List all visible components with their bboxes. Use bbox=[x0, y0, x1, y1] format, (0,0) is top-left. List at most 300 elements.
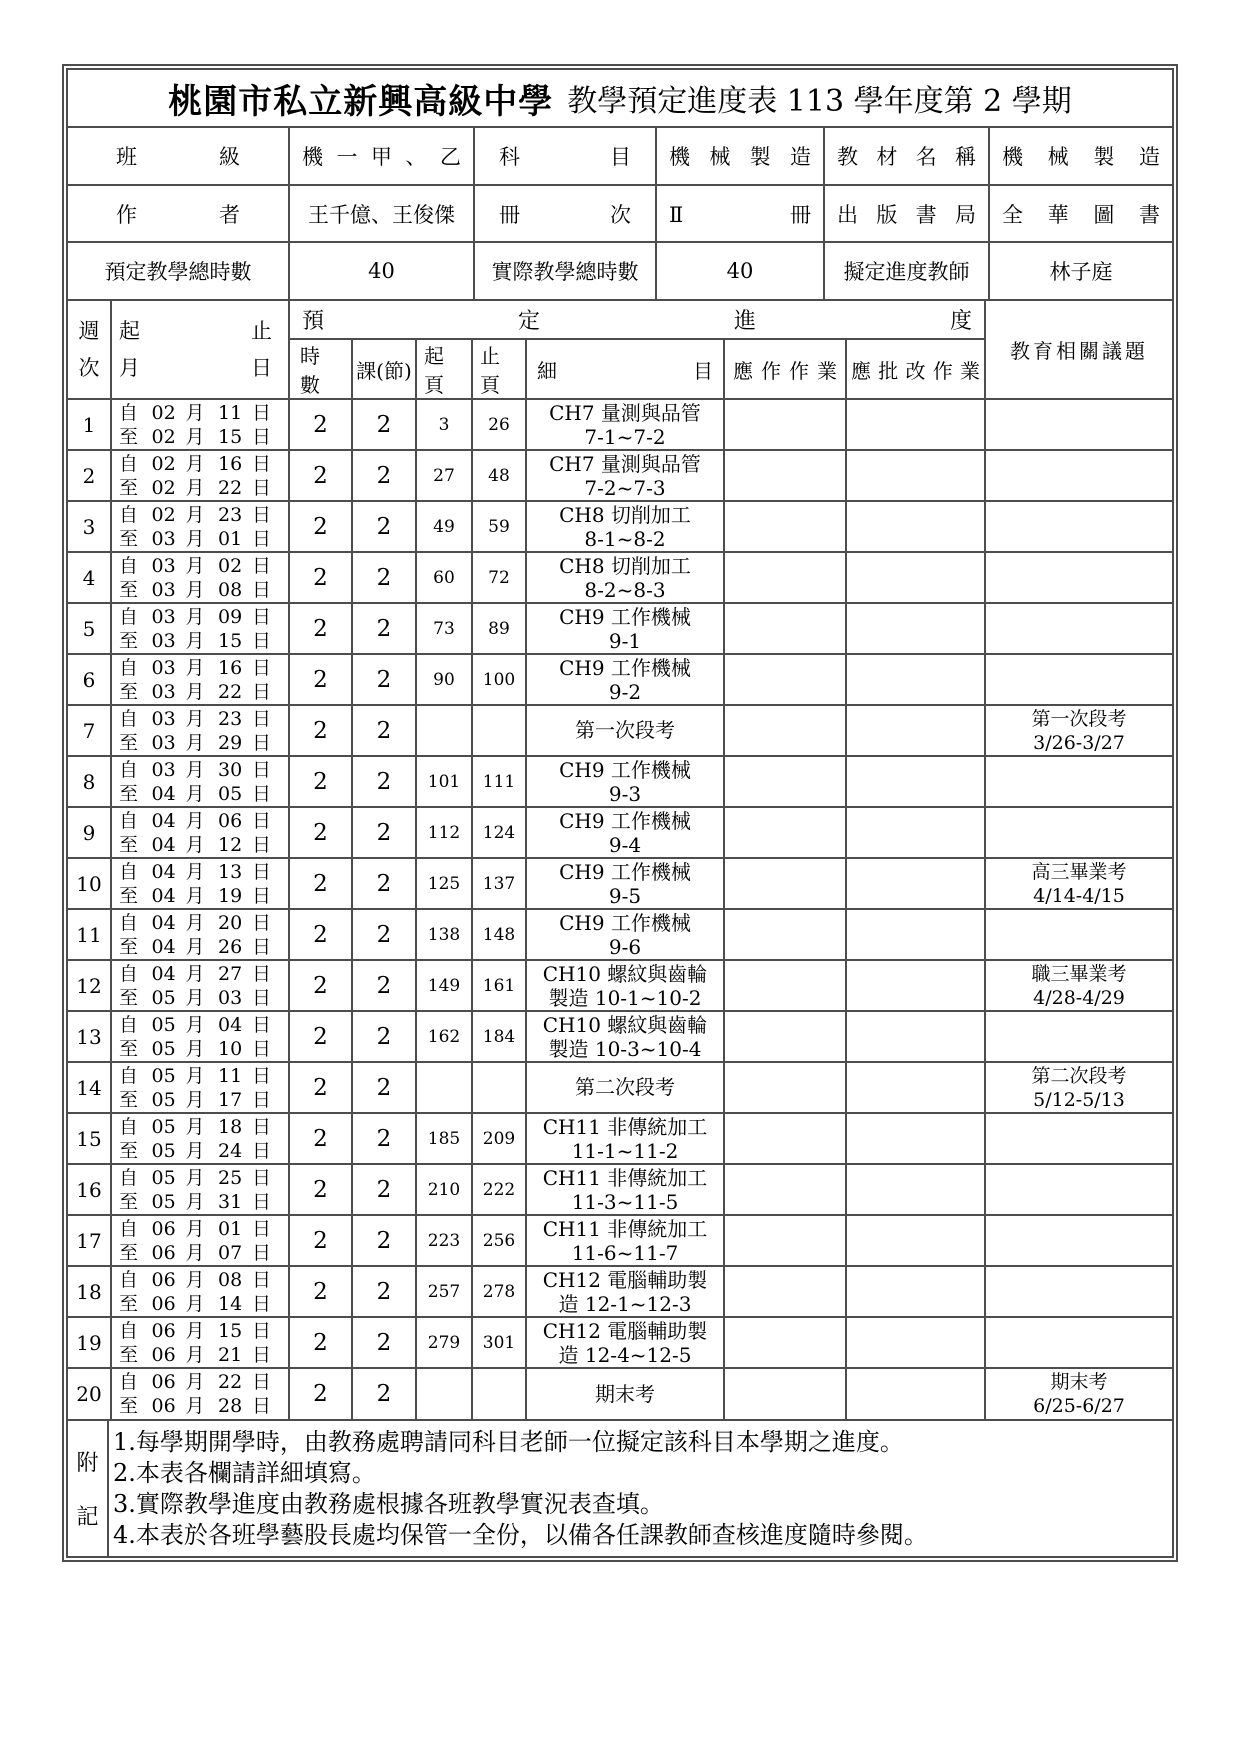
end-page-cell: 26 bbox=[472, 399, 526, 450]
issue-cell bbox=[985, 909, 1172, 960]
schedule-row bbox=[68, 1011, 1172, 1062]
content-line1: CH12 電腦輔助製 bbox=[542, 1318, 708, 1343]
schedule-row bbox=[68, 960, 1172, 1011]
start-page-cell: 112 bbox=[416, 807, 472, 858]
date-to: 至 05 月 31 日 bbox=[119, 1190, 271, 1213]
notes-section bbox=[68, 1421, 1172, 1556]
homework-cell bbox=[724, 756, 846, 807]
content-line1: CH9 工作機械 bbox=[559, 604, 691, 629]
start-page-cell: 60 bbox=[416, 552, 472, 603]
content-header: 細 目 bbox=[526, 339, 724, 399]
issue-cell bbox=[985, 654, 1172, 705]
week-number-cell: 16 bbox=[68, 1164, 111, 1215]
content-line2: 製造 10-1~10-2 bbox=[548, 985, 702, 1010]
content-cell bbox=[526, 1317, 724, 1368]
week-number-cell: 7 bbox=[68, 705, 111, 756]
grading-cell bbox=[846, 1317, 985, 1368]
end-page-cell: 89 bbox=[472, 603, 526, 654]
end-page-cell: 59 bbox=[472, 501, 526, 552]
end-page-cell: 301 bbox=[472, 1317, 526, 1368]
content-cell bbox=[526, 807, 724, 858]
date-range-cell bbox=[111, 1317, 289, 1368]
issue-cell bbox=[985, 1215, 1172, 1266]
schedule-row bbox=[68, 1164, 1172, 1215]
grading-cell bbox=[846, 1062, 985, 1113]
issue-cell bbox=[985, 552, 1172, 603]
date-from: 自 05 月 25 日 bbox=[119, 1166, 271, 1189]
periods-cell: 2 bbox=[352, 399, 416, 450]
date-to: 至 04 月 12 日 bbox=[119, 833, 271, 856]
week-number-cell: 14 bbox=[68, 1062, 111, 1113]
date-from: 自 04 月 20 日 bbox=[119, 911, 271, 934]
homework-cell bbox=[724, 1113, 846, 1164]
hours-cell: 2 bbox=[289, 603, 352, 654]
end-page-cell: 161 bbox=[472, 960, 526, 1011]
week-number-cell: 9 bbox=[68, 807, 111, 858]
date-to: 至 06 月 14 日 bbox=[119, 1292, 271, 1315]
content-line1: CH7 量測與品管 bbox=[549, 400, 701, 425]
periods-cell: 2 bbox=[352, 1164, 416, 1215]
end-page-cell: 256 bbox=[472, 1215, 526, 1266]
note-item: 1.每學期開學時，由教務處聘請同科目老師一位擬定該科目本學期之進度。 bbox=[113, 1428, 904, 1456]
content-cell bbox=[526, 1062, 724, 1113]
schedule-row bbox=[68, 1215, 1172, 1266]
info-table bbox=[68, 128, 1172, 299]
issue-line1: 第一次段考 bbox=[1031, 707, 1127, 730]
periods-cell: 2 bbox=[352, 1215, 416, 1266]
hours-cell: 2 bbox=[289, 501, 352, 552]
date-from: 自 02 月 16 日 bbox=[119, 452, 271, 475]
content-cell bbox=[526, 858, 724, 909]
notes-body bbox=[109, 1421, 1172, 1556]
start-page-cell: 279 bbox=[416, 1317, 472, 1368]
planned-progress-header: 預 定 進 度 bbox=[289, 301, 985, 339]
hours-cell: 2 bbox=[289, 1011, 352, 1062]
content-cell bbox=[526, 1164, 724, 1215]
periods-cell: 2 bbox=[352, 705, 416, 756]
start-page-cell bbox=[416, 1368, 472, 1419]
content-line1: 第一次段考 bbox=[575, 718, 675, 742]
content-line2: 9-5 bbox=[608, 883, 642, 908]
date-to: 至 05 月 10 日 bbox=[119, 1037, 271, 1060]
date-column-header: 起 止 月 日 bbox=[111, 301, 289, 399]
content-cell bbox=[526, 1011, 724, 1062]
end-page-cell: 111 bbox=[472, 756, 526, 807]
education-issues-header: 教育相關議題 bbox=[985, 301, 1172, 399]
week-number-cell: 18 bbox=[68, 1266, 111, 1317]
date-range-cell bbox=[111, 1266, 289, 1317]
start-page-cell: 27 bbox=[416, 450, 472, 501]
date-to: 至 02 月 15 日 bbox=[119, 425, 271, 448]
end-page-cell bbox=[472, 1368, 526, 1419]
content-line2: 11-6~11-7 bbox=[571, 1240, 679, 1265]
homework-header: 應 作 作 業 bbox=[724, 339, 846, 399]
homework-cell bbox=[724, 960, 846, 1011]
issue-cell bbox=[985, 807, 1172, 858]
content-line2: 造 12-4~12-5 bbox=[558, 1342, 692, 1367]
content-line2: 9-3 bbox=[608, 781, 642, 806]
date-from: 自 06 月 01 日 bbox=[119, 1217, 271, 1240]
periods-cell: 2 bbox=[352, 1011, 416, 1062]
issue-cell bbox=[985, 1011, 1172, 1062]
issue-line1: 職三畢業考 bbox=[1031, 962, 1127, 985]
week-number-cell: 19 bbox=[68, 1317, 111, 1368]
week-number-cell: 3 bbox=[68, 501, 111, 552]
schedule-row bbox=[68, 552, 1172, 603]
periods-cell: 2 bbox=[352, 858, 416, 909]
content-line1: 第二次段考 bbox=[575, 1075, 675, 1099]
date-from: 自 04 月 27 日 bbox=[119, 962, 271, 985]
homework-cell bbox=[724, 501, 846, 552]
schedule-row bbox=[68, 705, 1172, 756]
content-cell bbox=[526, 1113, 724, 1164]
date-range-cell bbox=[111, 1215, 289, 1266]
week-number-cell: 1 bbox=[68, 399, 111, 450]
homework-cell bbox=[724, 1164, 846, 1215]
date-to: 至 04 月 26 日 bbox=[119, 935, 271, 958]
actual-hours-label: 實際教學總時數 bbox=[474, 242, 656, 299]
content-line2: 9-6 bbox=[608, 934, 642, 959]
end-page-header: 止 頁 bbox=[472, 339, 526, 399]
issue-line2: 5/12-5/13 bbox=[1033, 1088, 1125, 1111]
content-line1: CH11 非傳統加工 bbox=[542, 1216, 708, 1241]
issue-cell bbox=[985, 1266, 1172, 1317]
date-range-cell bbox=[111, 654, 289, 705]
homework-cell bbox=[724, 399, 846, 450]
material-label: 教 材 名 稱 bbox=[824, 128, 989, 185]
hours-cell: 2 bbox=[289, 450, 352, 501]
schedule-row bbox=[68, 654, 1172, 705]
teacher-value: 林子庭 bbox=[989, 242, 1172, 299]
week-column-header: 週 次 bbox=[68, 301, 111, 399]
date-to: 至 03 月 08 日 bbox=[119, 578, 271, 601]
week-number-cell: 17 bbox=[68, 1215, 111, 1266]
grading-cell bbox=[846, 399, 985, 450]
hours-cell: 2 bbox=[289, 399, 352, 450]
content-cell bbox=[526, 756, 724, 807]
hours-cell: 2 bbox=[289, 756, 352, 807]
start-page-cell bbox=[416, 705, 472, 756]
schedule-row bbox=[68, 1113, 1172, 1164]
schedule-table bbox=[68, 301, 1172, 1419]
grading-header: 應 批 改 作 業 bbox=[846, 339, 985, 399]
content-line1: CH9 工作機械 bbox=[559, 859, 691, 884]
grading-cell bbox=[846, 705, 985, 756]
schedule-row bbox=[68, 1062, 1172, 1113]
periods-cell: 2 bbox=[352, 756, 416, 807]
grading-cell bbox=[846, 1215, 985, 1266]
date-range-cell bbox=[111, 399, 289, 450]
periods-cell: 2 bbox=[352, 960, 416, 1011]
subject-value: 機 械 製 造 bbox=[656, 128, 824, 185]
homework-cell bbox=[724, 1011, 846, 1062]
issue-line1: 期末考 bbox=[1050, 1371, 1108, 1393]
hours-cell: 2 bbox=[289, 1368, 352, 1419]
end-page-cell: 124 bbox=[472, 807, 526, 858]
date-from: 自 04 月 13 日 bbox=[119, 860, 271, 883]
homework-cell bbox=[724, 1368, 846, 1419]
hours-cell: 2 bbox=[289, 960, 352, 1011]
homework-cell bbox=[724, 858, 846, 909]
note-item: 4.本表於各班學藝股長處均保管一全份，以備各任課教師查核進度隨時參閱。 bbox=[113, 1521, 928, 1549]
content-line2: 9-1 bbox=[608, 628, 642, 653]
date-range-cell bbox=[111, 1368, 289, 1419]
start-page-cell: 90 bbox=[416, 654, 472, 705]
homework-cell bbox=[724, 705, 846, 756]
end-page-cell: 137 bbox=[472, 858, 526, 909]
week-number-cell: 15 bbox=[68, 1113, 111, 1164]
week-number-cell: 13 bbox=[68, 1011, 111, 1062]
notes-label: 附 記 bbox=[68, 1421, 109, 1556]
date-from: 自 03 月 30 日 bbox=[119, 758, 271, 781]
periods-cell: 2 bbox=[352, 909, 416, 960]
school-name: 桃園市私立新興高級中學 bbox=[168, 81, 554, 122]
grading-cell bbox=[846, 1113, 985, 1164]
date-range-cell bbox=[111, 450, 289, 501]
publisher-label: 出 版 書 局 bbox=[824, 185, 989, 242]
date-range-cell bbox=[111, 1062, 289, 1113]
start-page-cell: 257 bbox=[416, 1266, 472, 1317]
date-range-cell bbox=[111, 807, 289, 858]
schedule-sheet bbox=[62, 64, 1178, 1562]
content-cell bbox=[526, 501, 724, 552]
grading-cell bbox=[846, 756, 985, 807]
week-number-cell: 2 bbox=[68, 450, 111, 501]
grading-cell bbox=[846, 1266, 985, 1317]
info-row-author bbox=[68, 185, 1172, 242]
hours-header: 時 數 bbox=[289, 339, 352, 399]
subject-label: 科 目 bbox=[474, 128, 656, 185]
end-page-cell: 100 bbox=[472, 654, 526, 705]
start-page-cell bbox=[416, 1062, 472, 1113]
content-line1: 期末考 bbox=[595, 1381, 655, 1406]
hours-cell: 2 bbox=[289, 1317, 352, 1368]
issue-line1: 高三畢業考 bbox=[1031, 860, 1127, 883]
date-to: 至 03 月 15 日 bbox=[119, 629, 271, 652]
content-line2: 製造 10-3~10-4 bbox=[548, 1036, 702, 1061]
schedule-row bbox=[68, 1317, 1172, 1368]
date-to: 至 03 月 01 日 bbox=[119, 527, 271, 550]
publisher-value: 全 華 圖 書 bbox=[989, 185, 1172, 242]
end-page-cell: 148 bbox=[472, 909, 526, 960]
content-line1: CH10 螺紋與齒輪 bbox=[542, 961, 708, 986]
content-line1: CH11 非傳統加工 bbox=[542, 1114, 708, 1139]
date-range-cell bbox=[111, 909, 289, 960]
content-line2: 9-4 bbox=[608, 832, 642, 857]
date-range-cell bbox=[111, 1011, 289, 1062]
grading-cell bbox=[846, 858, 985, 909]
grading-cell bbox=[846, 1164, 985, 1215]
grading-cell bbox=[846, 603, 985, 654]
schedule-row bbox=[68, 756, 1172, 807]
content-cell bbox=[526, 705, 724, 756]
end-page-cell: 278 bbox=[472, 1266, 526, 1317]
date-to: 至 04 月 19 日 bbox=[119, 884, 271, 907]
schedule-row bbox=[68, 1368, 1172, 1419]
date-to: 至 06 月 07 日 bbox=[119, 1241, 271, 1264]
issue-cell bbox=[985, 1062, 1172, 1113]
issue-line2: 4/14-4/15 bbox=[1033, 884, 1125, 907]
week-number-cell: 20 bbox=[68, 1368, 111, 1419]
issue-cell bbox=[985, 399, 1172, 450]
date-range-cell bbox=[111, 1113, 289, 1164]
date-range-cell bbox=[111, 552, 289, 603]
date-range-cell bbox=[111, 858, 289, 909]
week-number-cell: 10 bbox=[68, 858, 111, 909]
content-cell bbox=[526, 960, 724, 1011]
content-line1: CH12 電腦輔助製 bbox=[542, 1267, 708, 1292]
start-page-header: 起 頁 bbox=[416, 339, 472, 399]
class-label: 班 級 bbox=[68, 128, 289, 185]
note-item: 2.本表各欄請詳細填寫。 bbox=[113, 1459, 376, 1487]
end-page-cell: 209 bbox=[472, 1113, 526, 1164]
homework-cell bbox=[724, 1062, 846, 1113]
content-cell bbox=[526, 399, 724, 450]
week-number-cell: 5 bbox=[68, 603, 111, 654]
content-line1: CH10 螺紋與齒輪 bbox=[542, 1012, 708, 1037]
grading-cell bbox=[846, 1368, 985, 1419]
volume-value: Ⅱ 冊 bbox=[656, 185, 824, 242]
date-range-cell bbox=[111, 960, 289, 1011]
material-value: 機 械 製 造 bbox=[989, 128, 1172, 185]
schedule-row bbox=[68, 501, 1172, 552]
date-from: 自 05 月 11 日 bbox=[119, 1064, 271, 1087]
volume-label: 冊 次 bbox=[474, 185, 656, 242]
content-cell bbox=[526, 552, 724, 603]
date-from: 自 05 月 04 日 bbox=[119, 1013, 271, 1036]
class-value: 機 一 甲 、 乙 bbox=[289, 128, 474, 185]
content-line2: 9-2 bbox=[608, 679, 642, 704]
issue-cell bbox=[985, 705, 1172, 756]
date-range-cell bbox=[111, 756, 289, 807]
schedule-row bbox=[68, 399, 1172, 450]
periods-cell: 2 bbox=[352, 807, 416, 858]
content-line2: 7-1~7-2 bbox=[584, 424, 666, 449]
issue-line2: 3/26-3/27 bbox=[1033, 731, 1125, 754]
teacher-label: 擬定進度教師 bbox=[824, 242, 989, 299]
end-page-cell: 222 bbox=[472, 1164, 526, 1215]
periods-cell: 2 bbox=[352, 1317, 416, 1368]
note-item: 3.實際教學進度由教務處根據各班教學實況表查填。 bbox=[113, 1490, 664, 1518]
homework-cell bbox=[724, 909, 846, 960]
author-value: 王千億、王俊傑 bbox=[289, 185, 474, 242]
date-range-cell bbox=[111, 501, 289, 552]
homework-cell bbox=[724, 1266, 846, 1317]
issue-cell bbox=[985, 1113, 1172, 1164]
schedule-row bbox=[68, 909, 1172, 960]
hours-cell: 2 bbox=[289, 909, 352, 960]
schedule-row bbox=[68, 1266, 1172, 1317]
date-to: 至 04 月 05 日 bbox=[119, 782, 271, 805]
week-number-cell: 11 bbox=[68, 909, 111, 960]
start-page-cell: 223 bbox=[416, 1215, 472, 1266]
periods-cell: 2 bbox=[352, 1113, 416, 1164]
content-line2: 7-2~7-3 bbox=[584, 475, 666, 500]
content-line1: CH7 量測與品管 bbox=[549, 451, 701, 476]
issue-cell bbox=[985, 501, 1172, 552]
date-from: 自 02 月 11 日 bbox=[119, 401, 271, 424]
week-number-cell: 6 bbox=[68, 654, 111, 705]
issue-cell bbox=[985, 1164, 1172, 1215]
issue-line1: 第二次段考 bbox=[1031, 1064, 1127, 1087]
homework-cell bbox=[724, 654, 846, 705]
content-cell bbox=[526, 1368, 724, 1419]
content-line1: CH9 工作機械 bbox=[559, 910, 691, 935]
content-cell bbox=[526, 909, 724, 960]
content-line1: CH8 切削加工 bbox=[559, 553, 691, 578]
grading-cell bbox=[846, 1011, 985, 1062]
date-to: 至 02 月 22 日 bbox=[119, 476, 271, 499]
schedule-row bbox=[68, 807, 1172, 858]
info-row-class bbox=[68, 128, 1172, 185]
content-line1: CH11 非傳統加工 bbox=[542, 1165, 708, 1190]
hours-cell: 2 bbox=[289, 858, 352, 909]
content-line2: 11-1~11-2 bbox=[571, 1138, 679, 1163]
periods-cell: 2 bbox=[352, 501, 416, 552]
periods-cell: 2 bbox=[352, 1062, 416, 1113]
schedule-body bbox=[68, 399, 1172, 1419]
content-cell bbox=[526, 450, 724, 501]
date-to: 至 06 月 28 日 bbox=[119, 1395, 271, 1417]
grading-cell bbox=[846, 450, 985, 501]
date-range-cell bbox=[111, 603, 289, 654]
homework-cell bbox=[724, 603, 846, 654]
issue-cell bbox=[985, 450, 1172, 501]
content-line1: CH8 切削加工 bbox=[559, 502, 691, 527]
date-range-cell bbox=[111, 705, 289, 756]
date-range-cell bbox=[111, 1164, 289, 1215]
start-page-cell: 138 bbox=[416, 909, 472, 960]
periods-header: 課(節) bbox=[352, 339, 416, 399]
hours-cell: 2 bbox=[289, 1062, 352, 1113]
end-page-cell: 184 bbox=[472, 1011, 526, 1062]
end-page-cell bbox=[472, 1062, 526, 1113]
date-to: 至 05 月 03 日 bbox=[119, 986, 271, 1009]
start-page-cell: 185 bbox=[416, 1113, 472, 1164]
actual-hours-value: 40 bbox=[656, 242, 824, 299]
content-cell bbox=[526, 1266, 724, 1317]
week-number-cell: 12 bbox=[68, 960, 111, 1011]
date-from: 自 05 月 18 日 bbox=[119, 1115, 271, 1138]
week-number-cell: 8 bbox=[68, 756, 111, 807]
issue-cell bbox=[985, 1368, 1172, 1419]
content-line1: CH9 工作機械 bbox=[559, 757, 691, 782]
content-line1: CH9 工作機械 bbox=[559, 655, 691, 680]
planned-hours-label: 預定教學總時數 bbox=[68, 242, 289, 299]
end-page-cell: 72 bbox=[472, 552, 526, 603]
hours-cell: 2 bbox=[289, 1215, 352, 1266]
periods-cell: 2 bbox=[352, 654, 416, 705]
schedule-row bbox=[68, 603, 1172, 654]
periods-cell: 2 bbox=[352, 1368, 416, 1419]
planned-hours-value: 40 bbox=[289, 242, 474, 299]
date-from: 自 03 月 09 日 bbox=[119, 605, 271, 628]
homework-cell bbox=[724, 1215, 846, 1266]
date-to: 至 03 月 29 日 bbox=[119, 731, 271, 754]
date-from: 自 06 月 15 日 bbox=[119, 1319, 271, 1342]
content-cell bbox=[526, 603, 724, 654]
issue-cell bbox=[985, 858, 1172, 909]
date-from: 自 03 月 23 日 bbox=[119, 707, 271, 730]
date-from: 自 06 月 22 日 bbox=[119, 1371, 271, 1393]
issue-line2: 6/25-6/27 bbox=[1033, 1395, 1125, 1417]
date-to: 至 03 月 22 日 bbox=[119, 680, 271, 703]
schedule-row bbox=[68, 450, 1172, 501]
schedule-row bbox=[68, 858, 1172, 909]
end-page-cell: 48 bbox=[472, 450, 526, 501]
grading-cell bbox=[846, 654, 985, 705]
week-number-cell: 4 bbox=[68, 552, 111, 603]
